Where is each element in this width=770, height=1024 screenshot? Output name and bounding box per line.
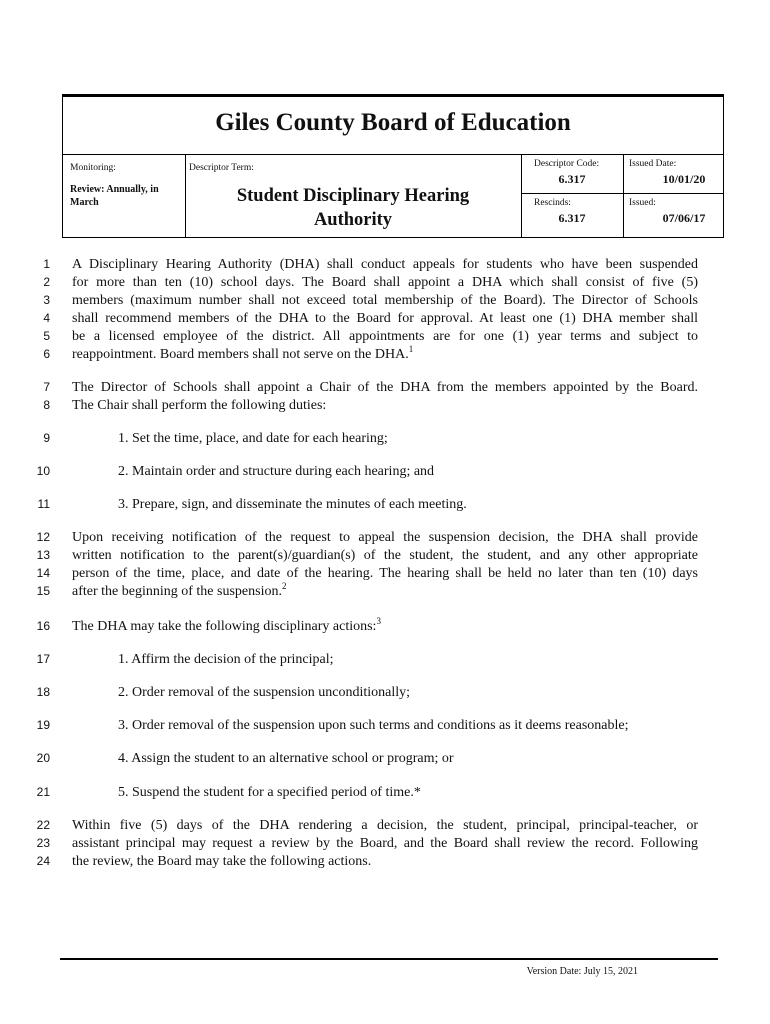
line-number: 14 <box>36 566 50 580</box>
list-item: 2. Maintain order and structure during each hearing; and <box>118 464 435 479</box>
list-item: 1. Set the time, place, and date for each hearing; <box>118 431 388 446</box>
descriptor-term-line: Student Disciplinary Hearing <box>236 186 470 206</box>
footnote-ref[interactable]: 1 <box>408 344 414 354</box>
paragraph-dha-appeals <box>72 256 698 364</box>
monitoring-label: Monitoring: <box>70 163 116 173</box>
list-item: 3. Order removal of the suspension upon such terms and conditions as it deems reasonable; <box>118 718 629 733</box>
text-line: the review, the Board may take the following actions. <box>72 854 372 869</box>
monitoring-value: Review: Annually, in March <box>70 184 159 208</box>
line-number: 10 <box>36 464 50 478</box>
text-line: shall recommend members of the DHA to the Board for approval. At least one (1) DHA member shall <box>72 311 698 326</box>
line-number: 19 <box>36 718 50 732</box>
rescinds-label: Rescinds: <box>534 198 571 208</box>
paragraph-board-review <box>72 817 698 871</box>
descriptor-term-line: Authority <box>313 210 393 230</box>
text-line <box>72 618 698 636</box>
footer-rule <box>60 958 718 960</box>
line-number: 11 <box>37 497 50 511</box>
text-line: be a licensed employee of the district. All appointments are for one (1) year terms and subject to <box>72 329 698 344</box>
line-number: 22 <box>36 818 50 832</box>
line-number: 2 <box>43 275 50 289</box>
descriptor-code-value: 6.317 <box>558 172 586 186</box>
line-number: 21 <box>36 785 50 799</box>
line-number: 9 <box>43 431 50 445</box>
text-line: written notification to the parent(s)/guardian(s) of the student, the student, and any other appropriate <box>72 548 698 563</box>
line-number: 18 <box>36 685 50 699</box>
line-number: 20 <box>36 751 50 765</box>
list-item: 3. Prepare, sign, and disseminate the minutes of each meeting. <box>118 497 467 512</box>
issued-date-label: Issued Date: <box>629 159 677 169</box>
line-number: 1 <box>43 257 50 271</box>
text-line: person of the time, place, and date of the hearing. The hearing shall be held no later than ten (10) days <box>72 566 698 581</box>
issued-date-value: 10/01/20 <box>662 172 706 186</box>
row-divider <box>521 193 723 194</box>
text-fragment: reappointment. Board members shall not serve on the DHA. <box>72 347 409 362</box>
line-number: 15 <box>36 584 50 598</box>
text-line: members (maximum number shall not exceed total membership of the Board). The Director of Schools <box>72 293 698 308</box>
paragraph-chair-duties <box>72 379 698 415</box>
line-number: 3 <box>43 293 50 307</box>
column-divider <box>623 154 624 237</box>
line-number: 7 <box>43 380 50 394</box>
line-number: 16 <box>36 619 50 633</box>
paragraph-notification <box>72 529 698 601</box>
text-fragment: after the beginning of the suspension. <box>72 584 282 599</box>
text-line: for more than ten (10) school days. The Board shall appoint a DHA which shall consist of five (5) <box>72 275 698 290</box>
document-title: Giles County Board of Education <box>215 109 571 136</box>
line-number: 23 <box>36 836 50 850</box>
line-number: 17 <box>36 652 50 666</box>
text-line: Within five (5) days of the DHA rendering a decision, the student, principal, principal-teacher, or <box>72 818 698 833</box>
line-number: 8 <box>43 398 50 412</box>
line-number: 5 <box>43 329 50 343</box>
list-item: 2. Order removal of the suspension unconditionally; <box>118 685 410 700</box>
text-line <box>72 346 698 364</box>
text-line: Upon receiving notification of the request to appeal the suspension decision, the DHA shall provide <box>72 530 698 545</box>
text-fragment: The DHA may take the following disciplinary actions: <box>72 619 377 634</box>
descriptor-code-label: Descriptor Code: <box>534 159 600 169</box>
line-number: 24 <box>36 854 50 868</box>
list-item: 1. Affirm the decision of the principal; <box>118 652 334 667</box>
text-line: The Director of Schools shall appoint a Chair of the DHA from the members appointed by the Board. <box>72 380 698 395</box>
list-item: 4. Assign the student to an alternative school or program; or <box>118 751 454 766</box>
line-number: 6 <box>43 347 50 361</box>
descriptor-term-label: Descriptor Term: <box>189 163 254 173</box>
version-date: Version Date: July 15, 2021 <box>526 966 638 977</box>
issued-value: 07/06/17 <box>662 211 706 225</box>
list-item: 5. Suspend the student for a specified period of time.* <box>118 785 421 800</box>
footnote-ref[interactable]: 2 <box>281 581 287 591</box>
rescinds-value: 6.317 <box>558 211 586 225</box>
line-number: 4 <box>43 311 50 325</box>
header-box <box>62 94 724 238</box>
line-number: 12 <box>36 530 50 544</box>
text-line: assistant principal may request a review by the Board, and the Board shall review the record. Following <box>72 836 698 851</box>
footnote-ref[interactable]: 3 <box>376 616 381 626</box>
text-line <box>72 583 698 601</box>
line-number: 13 <box>36 548 50 562</box>
text-line: The Chair shall perform the following duties: <box>72 398 327 413</box>
header-divider <box>63 154 723 155</box>
issued-label: Issued: <box>629 198 656 208</box>
descriptor-term-value <box>185 184 521 232</box>
paragraph-actions-intro <box>72 618 698 636</box>
text-line: A Disciplinary Hearing Authority (DHA) shall conduct appeals for students who have been suspended <box>72 257 698 272</box>
